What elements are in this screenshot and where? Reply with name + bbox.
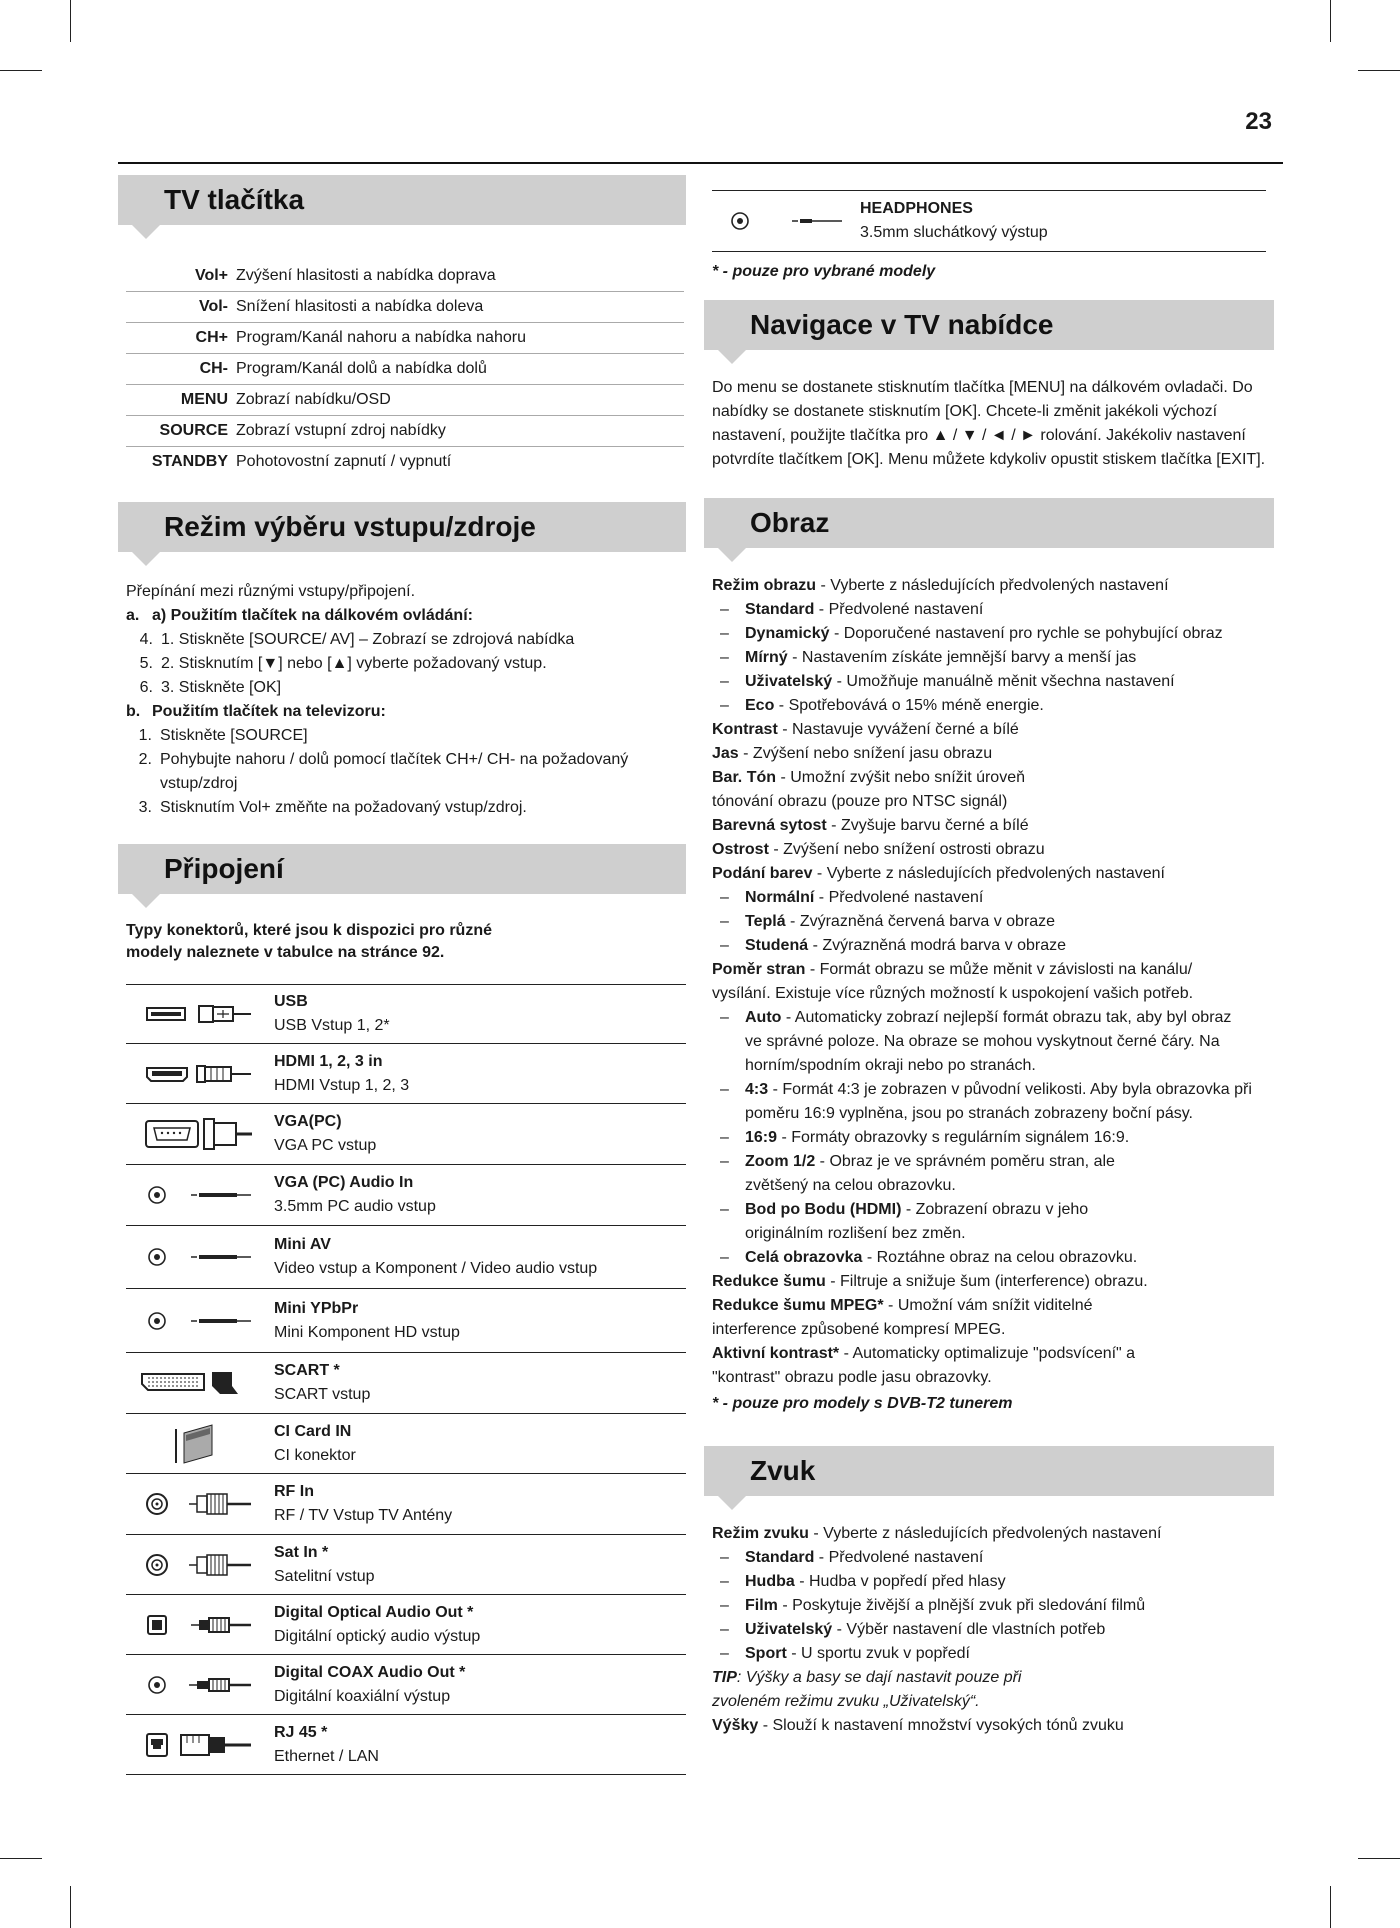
connections-table bbox=[126, 984, 686, 1775]
connector-name: HEADPHONES bbox=[860, 200, 973, 217]
list-item: – Hudba - Hudba v popředí před hlasy bbox=[720, 1573, 1006, 1590]
coax-rf-icon bbox=[126, 1535, 274, 1594]
section-header-source-mode bbox=[118, 502, 686, 552]
list-item: 1. Stiskněte [SOURCE] bbox=[138, 727, 308, 744]
connector-name: Digital COAX Audio Out * bbox=[274, 1663, 466, 1681]
connector-name: SCART * bbox=[274, 1362, 340, 1379]
table-row bbox=[126, 1289, 686, 1353]
crop-mark bbox=[1358, 1858, 1400, 1859]
table-row bbox=[126, 292, 684, 323]
table-row bbox=[126, 1655, 686, 1715]
connector-desc: USB Vstup 1, 2* bbox=[274, 1017, 390, 1034]
connector-name: RJ 45 * bbox=[274, 1723, 328, 1741]
table-row bbox=[126, 385, 684, 416]
list-item: – Zoom 1/2 - Obraz je ve správném poměru stran, ale zvětšený na celou obrazovku. bbox=[720, 1153, 1115, 1194]
table-row bbox=[126, 354, 684, 385]
connector-desc: CI konektor bbox=[274, 1446, 356, 1464]
connector-name: VGA (PC) Audio In bbox=[274, 1174, 414, 1191]
section-header-connections bbox=[118, 844, 686, 894]
tv-buttons-table bbox=[126, 261, 684, 477]
crop-mark bbox=[0, 1858, 42, 1859]
connector-name: Mini AV bbox=[274, 1236, 331, 1253]
scart-icon bbox=[126, 1353, 274, 1413]
navigation-text: Do menu se dostanete stisknutím tlačítka [MENU] na dálkovém ovladači. Do nabídky se dostanete stisknutím [OK]. Chcete-li změnit jakékoli výchozí nastavení, použijte tlačítka pro ▲ / ▼ / ◄ / ► rolování. Jakékoliv nastavení potvrdíte tlačítkem [OK]. Menu můžete kdykoliv opustit stiskem tlačítka [EXIT]. bbox=[712, 379, 1266, 468]
list-item: – Mírný - Nastavením získáte jemnější barvy a menší jas bbox=[720, 649, 1137, 666]
connector-desc: Ethernet / LAN bbox=[274, 1747, 379, 1765]
jack-icon bbox=[126, 1226, 274, 1288]
section-title: Zvuk bbox=[750, 1455, 816, 1486]
section-header-tv-buttons bbox=[118, 175, 686, 225]
connector-desc: 3.5mm sluchátkový výstup bbox=[860, 224, 1048, 241]
connector-name: USB bbox=[274, 993, 308, 1010]
intro-text: Přepínání mezi různými vstupy/připojení. bbox=[126, 583, 416, 600]
button-key: Vol+ bbox=[194, 267, 228, 284]
right-column bbox=[704, 175, 1274, 1738]
connector-name: Mini YPbPr bbox=[274, 1299, 359, 1317]
jack-icon bbox=[126, 1289, 274, 1352]
section-title: Připojení bbox=[164, 853, 284, 884]
connector-desc: Video vstup a Komponent / Video audio vstup bbox=[274, 1260, 598, 1277]
table-row bbox=[126, 261, 684, 292]
table-row bbox=[126, 1353, 686, 1414]
button-desc: Program/Kanál nahoru a nabídka nahoru bbox=[236, 329, 526, 346]
table-row bbox=[126, 1165, 686, 1226]
header-rule bbox=[118, 162, 1283, 164]
source-mode-body bbox=[118, 580, 686, 820]
header-arrow bbox=[132, 225, 160, 239]
table-row bbox=[126, 1535, 686, 1595]
list-item: – Teplá - Zvýrazněná červená barva v obraze bbox=[720, 913, 1056, 930]
connector-name: Digital Optical Audio Out * bbox=[274, 1603, 474, 1621]
sound-body: Režim zvuku - Vyberte z následujících předvolených nastavení – Standard - Předvolené nastavení – Hudba - Hudba v popředí před hlasy – Film - Poskytuje živější a plnější zvuk při sledování filmů – Uživatelský - Výběr nastavení dle vlastních potřeb – Sport - U sportu zvuk v popředí TIP: Výšky a basy se dají nastavit pouze při zvoleném režimu zvuku „Uživatelský“. Výšky - Slouží k nastavení množství vysokých tónů zvuku bbox=[704, 1516, 1274, 1738]
section-title: Obraz bbox=[750, 507, 830, 538]
connector-name: VGA(PC) bbox=[274, 1113, 342, 1130]
header-arrow bbox=[718, 548, 746, 562]
section-title: TV tlačítka bbox=[164, 184, 305, 215]
table-row bbox=[126, 1226, 686, 1289]
section-title: Navigace v TV nabídce bbox=[750, 309, 1054, 340]
optical-icon bbox=[126, 1595, 274, 1654]
table-row bbox=[126, 1474, 686, 1535]
list-item: – Standard - Předvolené nastavení bbox=[720, 1549, 984, 1566]
headphones-row bbox=[712, 190, 1266, 252]
list-item: – Uživatelský - Výběr nastavení dle vlastních potřeb bbox=[720, 1621, 1106, 1638]
list-item: 4. 1. Stiskněte [SOURCE/ AV] – Zobrazí se zdrojová nabídka bbox=[139, 631, 575, 648]
hdmi-icon bbox=[126, 1044, 274, 1103]
button-desc: Zobrazí nabídku/OSD bbox=[236, 391, 391, 408]
header-arrow bbox=[132, 552, 160, 566]
list-item: 5. 2. Stisknutím [▼] nebo [▲] vyberte požadovaný vstup. bbox=[139, 655, 547, 672]
button-key: MENU bbox=[180, 391, 228, 408]
crop-mark bbox=[70, 1886, 71, 1928]
rj45-icon bbox=[126, 1715, 274, 1774]
button-desc: Program/Kanál dolů a nabídka dolů bbox=[236, 360, 487, 377]
dvb-note: * - pouze pro modely s DVB-T2 tunerem bbox=[712, 1395, 1013, 1412]
button-key: Vol- bbox=[198, 298, 228, 315]
button-desc: Pohotovostní zapnutí / vypnutí bbox=[236, 453, 452, 470]
table-row bbox=[126, 984, 686, 1044]
connector-desc: Mini Komponent HD vstup bbox=[274, 1323, 460, 1341]
header-arrow bbox=[132, 894, 160, 908]
usb-icon bbox=[126, 985, 274, 1043]
list-item: – 4:3 - Formát 4:3 je zobrazen v původní velikosti. Aby byla obrazovka při poměru 16:9 vyplněna, jsou po stranách zobrazeny boční pásy. bbox=[720, 1081, 1252, 1122]
vga-icon bbox=[126, 1104, 274, 1164]
connector-desc: Digitální optický audio výstup bbox=[274, 1627, 481, 1645]
header-arrow bbox=[718, 350, 746, 364]
list-item: – Standard - Předvolené nastavení bbox=[720, 601, 984, 618]
left-column bbox=[118, 175, 686, 1775]
connector-name: RF In bbox=[274, 1483, 314, 1500]
list-item: 2. Pohybujte nahoru / dolů pomocí tlačítek CH+/ CH- na požadovaný vstup/zdroj bbox=[138, 751, 629, 792]
connector-desc: SCART vstup bbox=[274, 1386, 371, 1403]
crop-mark bbox=[0, 70, 42, 71]
page-number: 23 bbox=[1245, 108, 1272, 135]
list-item: – Studená - Zvýrazněná modrá barva v obraze bbox=[720, 937, 1067, 954]
rca-icon bbox=[126, 1655, 274, 1714]
list-item: – Bod po Bodu (HDMI) - Zobrazení obrazu v jeho originálním rozlišení bez změn. bbox=[720, 1201, 1089, 1242]
list-item: – Uživatelský - Umožňuje manuálně měnit všechna nastavení bbox=[720, 673, 1175, 690]
list-item: – Celá obrazovka - Roztáhne obraz na celou obrazovku. bbox=[720, 1249, 1138, 1266]
list-item: – Normální - Předvolené nastavení bbox=[720, 889, 984, 906]
table-row bbox=[126, 323, 684, 354]
connector-name: Sat In * bbox=[274, 1543, 329, 1561]
table-row bbox=[126, 1715, 686, 1775]
table-row bbox=[126, 1044, 686, 1104]
jack-icon bbox=[126, 1165, 274, 1225]
connector-desc: Satelitní vstup bbox=[274, 1567, 375, 1585]
connector-desc: RF / TV Vstup TV Antény bbox=[274, 1507, 453, 1524]
table-row bbox=[126, 447, 684, 477]
list-item: 6. 3. Stiskněte [OK] bbox=[139, 679, 282, 696]
connector-desc: HDMI Vstup 1, 2, 3 bbox=[274, 1076, 410, 1094]
crop-mark bbox=[70, 0, 71, 42]
section-title: Režim výběru vstupu/zdroje bbox=[164, 511, 536, 542]
button-desc: Snížení hlasitosti a nabídka doleva bbox=[236, 298, 484, 315]
connector-desc: 3.5mm PC audio vstup bbox=[274, 1198, 436, 1215]
list-item: – Sport - U sportu zvuk v popředí bbox=[720, 1645, 970, 1662]
models-note: * - pouze pro vybrané modely bbox=[712, 263, 936, 280]
coax-rf-icon bbox=[126, 1474, 274, 1534]
list-item: – Auto - Automaticky zobrazí nejlepší formát obrazu tak, aby byl obraz ve správné poloze. Na obraze se mohou vyskytnout černé čáry. Na horním/spodním okraji nebo po stranách. bbox=[720, 1009, 1232, 1074]
crop-mark bbox=[1330, 1886, 1331, 1928]
button-key: STANDBY bbox=[151, 453, 228, 470]
headphones-icon bbox=[712, 209, 860, 233]
connector-desc: Digitální koaxiální výstup bbox=[274, 1687, 451, 1705]
connector-name: HDMI 1, 2, 3 in bbox=[274, 1052, 383, 1070]
connector-desc: VGA PC vstup bbox=[274, 1137, 377, 1154]
connections-intro: Typy konektorů, které jsou k dispozici pro různé modely naleznete v tabulce na stránce 92. bbox=[126, 922, 492, 961]
button-desc: Zobrazí vstupní zdroj nabídky bbox=[236, 422, 446, 439]
section-header-sound bbox=[704, 1446, 1274, 1496]
section-header-picture bbox=[704, 498, 1274, 548]
button-key: CH- bbox=[199, 360, 228, 377]
button-desc: Zvýšení hlasitosti a nabídka doprava bbox=[236, 267, 496, 284]
crop-mark bbox=[1330, 0, 1331, 42]
section-header-navigation bbox=[704, 300, 1274, 350]
list-item: 3. Stisknutím Vol+ změňte na požadovaný vstup/zdroj. bbox=[138, 799, 527, 816]
list-item: – 16:9 - Formáty obrazovky s regulárním signálem 16:9. bbox=[720, 1129, 1130, 1146]
list-heading: a. a) Použitím tlačítek na dálkovém ovládání: bbox=[126, 607, 473, 624]
picture-body: Režim obrazu - Vyberte z následujících předvolených nastavení – Standard - Předvolené nastavení – Dynamický - Doporučené nastavení pro rychle se pohybující obraz – Mírný - Nastavením získáte jemnější barvy a menší jas – Uživatelský - Umožňuje manuálně měnit všechna nastavení – Eco - Spotřebovává o 15% méně energie. Kontrast - Nastavuje vyvážení černé a bílé Jas - Zvýšení nebo snížení jasu obrazu Bar. Tón - Umožní zvýšit nebo snížit úroveň tónování obrazu (pouze pro NTSC signál) Barevná sytost - Zvyšuje barvu černé a bílé Ostrost - Zvýšení nebo snížení ostrosti obrazu Podání barev - Vyberte z následujících předvolených nastavení – Normální - Předvolené nastavení – Teplá - Zvýrazněná červená barva v obraze – Studená - Zvýrazněná modrá barva v obraze Poměr stran - Formát obrazu se může měnit v závislosti na kanálu/ vysílání. Existuje více různých možností k uspokojení vašich potřeb. – Auto - Automaticky zobrazí nejlepší formát obrazu tak, aby byl obraz ve správné poloze. Na obraze se mohou vyskytnout černé čáry. Na horním/spodním okraji nebo po stranách. – 4:3 - Formát 4:3 je zobrazen v původní velikosti. Aby byla obrazovka při poměru 16:9 vyplněna, jsou po stranách zobrazeny boční pásy. – 16:9 - Formáty obrazovky s regulárním signálem 16:9. – Zoom 1/2 - Obraz je ve správném poměru stran, ale zvětšený na celou obrazovku. – Bod po Bodu (HDMI) - Zobrazení obrazu v jeho originálním rozlišení bez změn. – Celá obrazovka - Roztáhne obraz na celou obrazovku. Redukce šumu - Filtruje a snižuje šum (interference) obrazu. Redukce šumu MPEG* - Umožní vám snížit viditelné interference způsobené kompresí MPEG. Aktivní kontrast* - Automaticky optimalizuje "podsvícení" a "kontrast" obrazu podle jasu obrazovky. * - pouze pro modely s DVB-T2 tunerem bbox=[704, 568, 1274, 1416]
button-key: CH+ bbox=[195, 329, 228, 346]
crop-mark bbox=[1358, 70, 1400, 71]
table-row bbox=[126, 1595, 686, 1655]
list-item: – Film - Poskytuje živější a plnější zvuk při sledování filmů bbox=[720, 1597, 1146, 1614]
table-row bbox=[126, 416, 684, 447]
table-row bbox=[126, 1104, 686, 1165]
header-arrow bbox=[718, 1496, 746, 1510]
button-key: SOURCE bbox=[159, 422, 228, 439]
list-item: – Dynamický - Doporučené nastavení pro rychle se pohybující obraz bbox=[720, 625, 1223, 642]
list-item: – Eco - Spotřebovává o 15% méně energie. bbox=[720, 697, 1044, 714]
connector-name: CI Card IN bbox=[274, 1422, 352, 1440]
table-row bbox=[126, 1414, 686, 1474]
ci-card-icon bbox=[126, 1414, 274, 1473]
list-heading: b. Použitím tlačítek na televizoru: bbox=[126, 703, 386, 720]
